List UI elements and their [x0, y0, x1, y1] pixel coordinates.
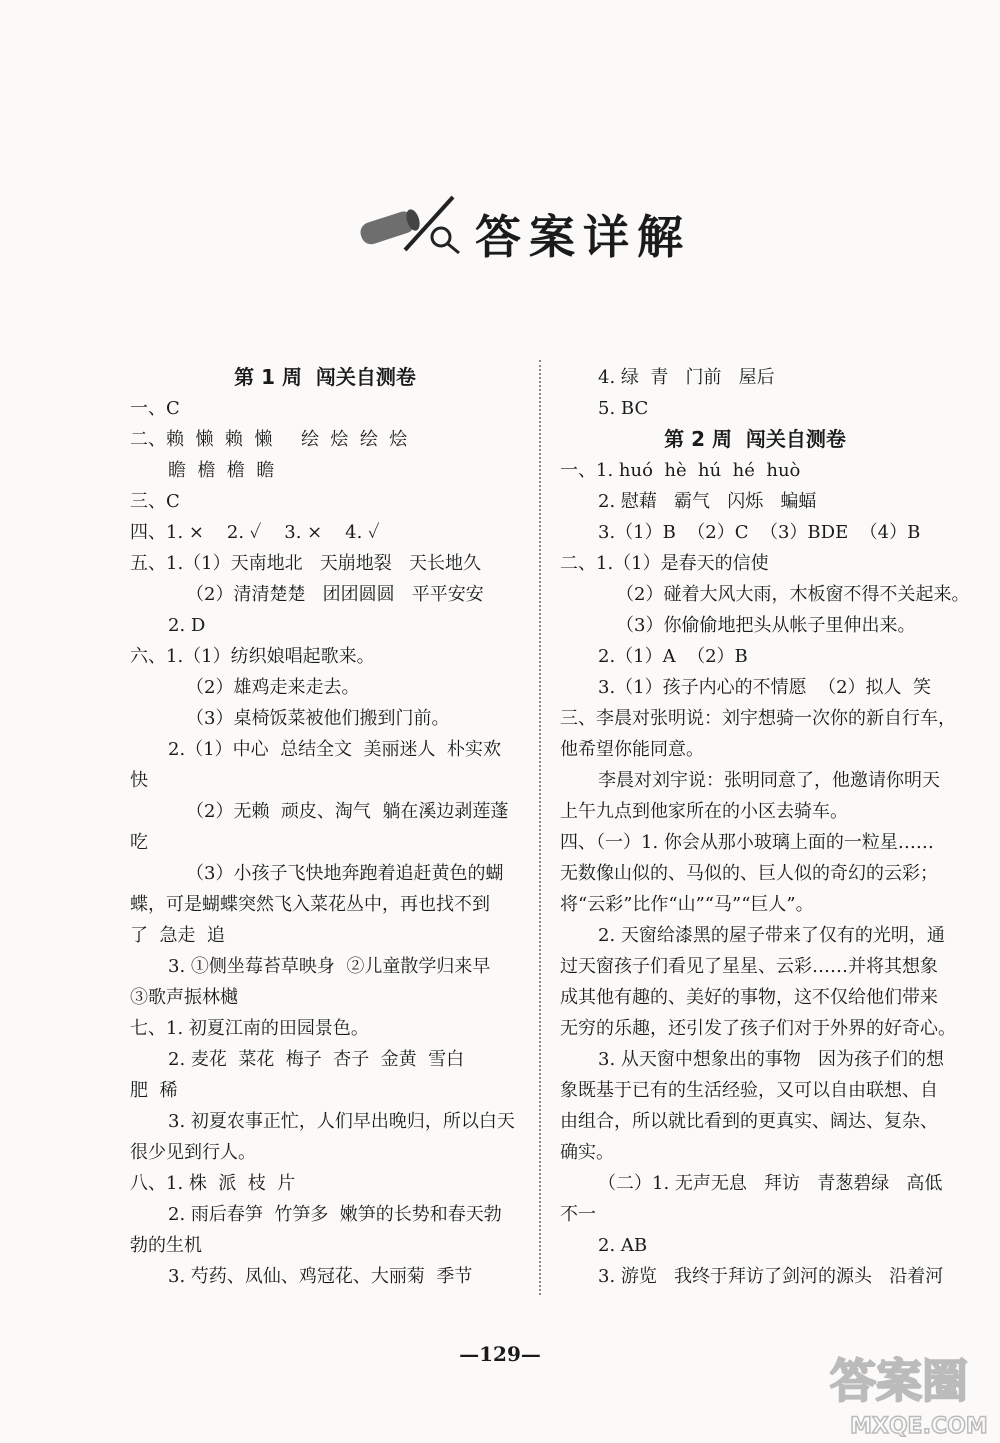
answer-line: （2）无赖 顽皮、淘气 躺在溪边剥莲蓬 [186, 801, 509, 822]
answer-line: （3）小孩子飞快地奔跑着追赶黄色的蝴 [186, 863, 504, 884]
answer-line: 2.（1）A （2）B [598, 646, 748, 667]
answer-line: 3. 初夏农事正忙，人们早出晚归，所以白天 [168, 1111, 515, 1132]
answer-line: 成其他有趣的、美好的事物，这不仅给他们带来 [560, 987, 938, 1008]
answer-line: 象既基于已有的生活经验，又可以自由联想、自 [560, 1080, 938, 1101]
answer-line: 瞻 檐 檐 瞻 [168, 460, 275, 481]
answer-line: 确实。 [560, 1142, 614, 1163]
answer-line: 无穷的乐趣，还引发了孩子们对于外界的好奇心。 [560, 1018, 956, 1039]
answer-line: 无数像山似的、马似的、巨人似的奇幻的云彩； [560, 863, 938, 884]
answer-line: 2. AB [598, 1235, 648, 1256]
answer-line: 他希望你能同意。 [560, 739, 704, 760]
answer-line: 快 [130, 770, 148, 791]
section-heading: 第 1 周 闯关自测卷 [234, 365, 416, 389]
answer-line: 六、1.（1）纺织娘唱起歌来。 [130, 646, 375, 667]
page-title: 答案详解 [475, 210, 691, 264]
page-header [355, 195, 715, 265]
answer-line: 3. 芍药、凤仙、鸡冠花、大丽菊 季节 [168, 1266, 473, 1287]
answer-line: 李晨对刘宇说：张明同意了，他邀请你明天 [598, 770, 940, 791]
answer-line: （2）雄鸡走来走去。 [186, 677, 360, 698]
watermark-logo [820, 1345, 995, 1440]
answer-line: 3. ①侧坐莓苔草映身 ②儿童散学归来早 [168, 956, 491, 977]
answer-line: 3. 游览 我终于拜访了剑河的源头 沿着河 [598, 1266, 944, 1287]
answer-line: 吃 [130, 832, 148, 853]
answer-line: 三、C [130, 491, 180, 512]
answer-line: 勃的生机 [130, 1235, 202, 1256]
answer-line: 八、1. 株 派 枝 片 [130, 1173, 296, 1194]
answer-line: 5. BC [598, 398, 649, 419]
answer-line: （2）清清楚楚 团团圆圆 平平安安 [186, 584, 484, 605]
answer-line: 由组合，所以就比看到的更真实、阔达、复杂、 [560, 1111, 938, 1132]
answer-line: 蝶，可是蝴蝶突然飞入菜花丛中，再也找不到 [130, 894, 490, 915]
answer-line: 二、1.（1）是春天的信使 [560, 553, 769, 574]
answer-line: 肥 稀 [130, 1080, 178, 1101]
pen-scroll-magnifier-icon [355, 195, 465, 255]
answer-line: 七、1. 初夏江南的田园景色。 [130, 1018, 369, 1039]
page-number: —129— [459, 1342, 541, 1366]
watermark-url: MXQE.COM [850, 1414, 988, 1439]
answer-line: 一、1. huó hè hú hé huò [560, 460, 801, 481]
left-answer-column [130, 362, 520, 1292]
right-answer-column [560, 362, 970, 1292]
answer-line: 将“云彩”比作“山”“马”“巨人”。 [560, 894, 814, 915]
answer-line: （3）你偷偷地把头从帐子里伸出来。 [616, 615, 916, 636]
answer-line: ③歌声振林樾 [130, 987, 238, 1008]
answer-line: 4. 绿 青 门前 屋后 [598, 367, 775, 388]
answer-line: 五、1.（1）天南地北 天崩地裂 天长地久 [130, 553, 481, 574]
answer-line: 不一 [560, 1204, 596, 1225]
answer-line: （二）1. 无声无息 拜访 青葱碧绿 高低 [598, 1173, 943, 1194]
answer-line: 3.（1）B （2）C （3）BDE （4）B [598, 522, 921, 543]
answer-line: 四、1. × 2. ✓ 3. × 4. ✓ [130, 522, 380, 543]
column-divider [539, 360, 541, 1295]
answer-line: 很少见到行人。 [130, 1142, 256, 1163]
answer-line: 2. 天窗给漆黑的屋子带来了仅有的光明，通 [598, 925, 945, 946]
answer-line: 二、赖 懒 赖 懒 绘 烩 绘 烩 [130, 429, 408, 450]
answer-line: 3.（1）孩子内心的不情愿 （2）拟人 笑 [598, 677, 931, 698]
answer-line: 三、李晨对张明说：刘宇想骑一次你的新自行车， [560, 708, 956, 729]
answer-line: 一、C [130, 398, 180, 419]
section-heading: 第 2 周 闯关自测卷 [664, 427, 846, 451]
watermark-text: 答案圈 [830, 1354, 968, 1408]
answer-line: 2. 雨后春笋 竹笋多 嫩笋的长势和春天勃 [168, 1204, 502, 1225]
answer-line: 2. 麦花 菜花 梅子 杏子 金黄 雪白 [168, 1049, 465, 1070]
answer-line: 2.（1）中心 总结全文 美丽迷人 朴实欢 [168, 739, 501, 760]
answer-line: 上午九点到他家所在的小区去骑车。 [560, 801, 848, 822]
answer-line: 了 急走 追 [130, 925, 225, 946]
answer-line: 四、（一）1. 你会从那小玻璃上面的一粒星…… [560, 832, 934, 853]
answer-line: 3. 从天窗中想象出的事物 因为孩子们的想 [598, 1049, 945, 1070]
answer-line: （3）桌椅饭菜被他们搬到门前。 [186, 708, 450, 729]
answer-line: （2）碰着大风大雨，木板窗不得不关起来。 [616, 584, 970, 605]
answer-line: 2. 慰藉 霸气 闪烁 蝙蝠 [598, 491, 817, 512]
answer-line: 2. D [168, 615, 206, 636]
answer-line: 过天窗孩子们看见了星星、云彩……并将其想象 [560, 956, 938, 977]
